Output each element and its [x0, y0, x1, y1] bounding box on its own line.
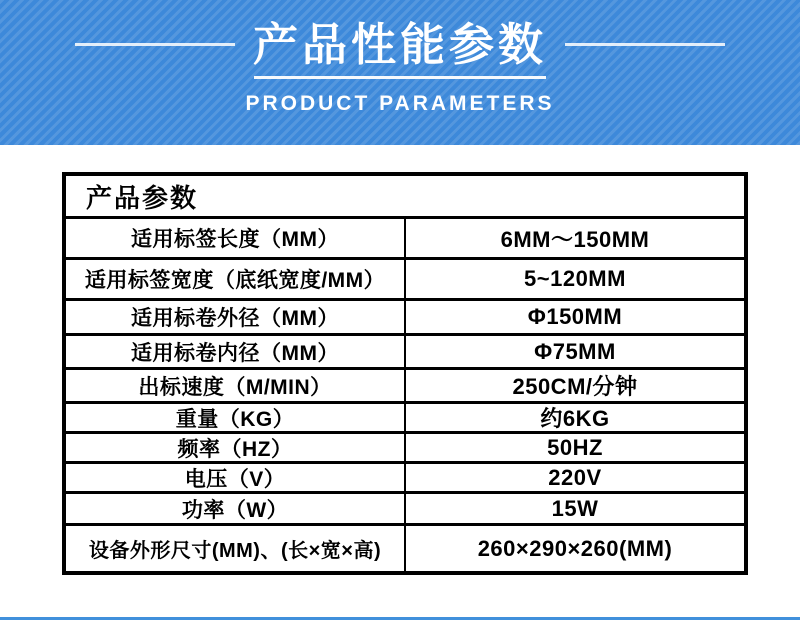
table-row [66, 434, 744, 464]
spec-value: 5~120MM [404, 260, 744, 298]
banner-title-row [75, 20, 725, 70]
table-row [66, 336, 744, 370]
table-row [66, 526, 744, 571]
banner-subtitle: PRODUCT PARAMETERS [245, 91, 555, 115]
table-row [66, 494, 744, 526]
spec-value: 250CM/分钟 [404, 370, 744, 401]
spec-label: 设备外形尺寸(MM)、(长×宽×高) [88, 540, 382, 562]
product-parameters-banner [0, 0, 800, 145]
spec-value: 15W [404, 494, 744, 523]
spec-value: 50HZ [404, 434, 744, 461]
left-decorative-line [75, 43, 235, 46]
spec-label: 功率（W） [181, 498, 289, 522]
spec-label: 电压（V） [184, 467, 286, 491]
spec-value: 约6KG [404, 404, 744, 431]
table-row [66, 404, 744, 434]
table-row [66, 370, 744, 404]
spec-label: 频率（HZ） [177, 437, 293, 461]
spec-value: Φ150MM [404, 301, 744, 333]
spec-value: Φ75MM [404, 336, 744, 367]
spec-label: 出标速度（M/MIN） [138, 375, 332, 399]
spec-label: 适用标卷内径（MM） [131, 341, 339, 365]
table-row [66, 464, 744, 494]
table-row [66, 301, 744, 336]
spec-label: 适用标签长度（MM） [131, 228, 339, 251]
table-row [66, 219, 744, 260]
title-underline [254, 76, 546, 79]
spec-value: 260×290×260(MM) [404, 526, 744, 571]
spec-label: 重量（KG） [175, 407, 295, 431]
table-row [66, 260, 744, 301]
spec-label: 适用标卷外径（MM） [131, 307, 339, 330]
spec-value: 220V [404, 464, 744, 491]
table-title: 产品参数 [66, 176, 744, 219]
right-decorative-line [565, 43, 725, 46]
spec-table [62, 172, 748, 575]
spec-label: 适用标签宽度（底纸宽度/MM） [84, 269, 386, 292]
banner-title: 产品性能参数 [252, 19, 547, 70]
spec-value: 6MM～150MM [404, 219, 744, 257]
